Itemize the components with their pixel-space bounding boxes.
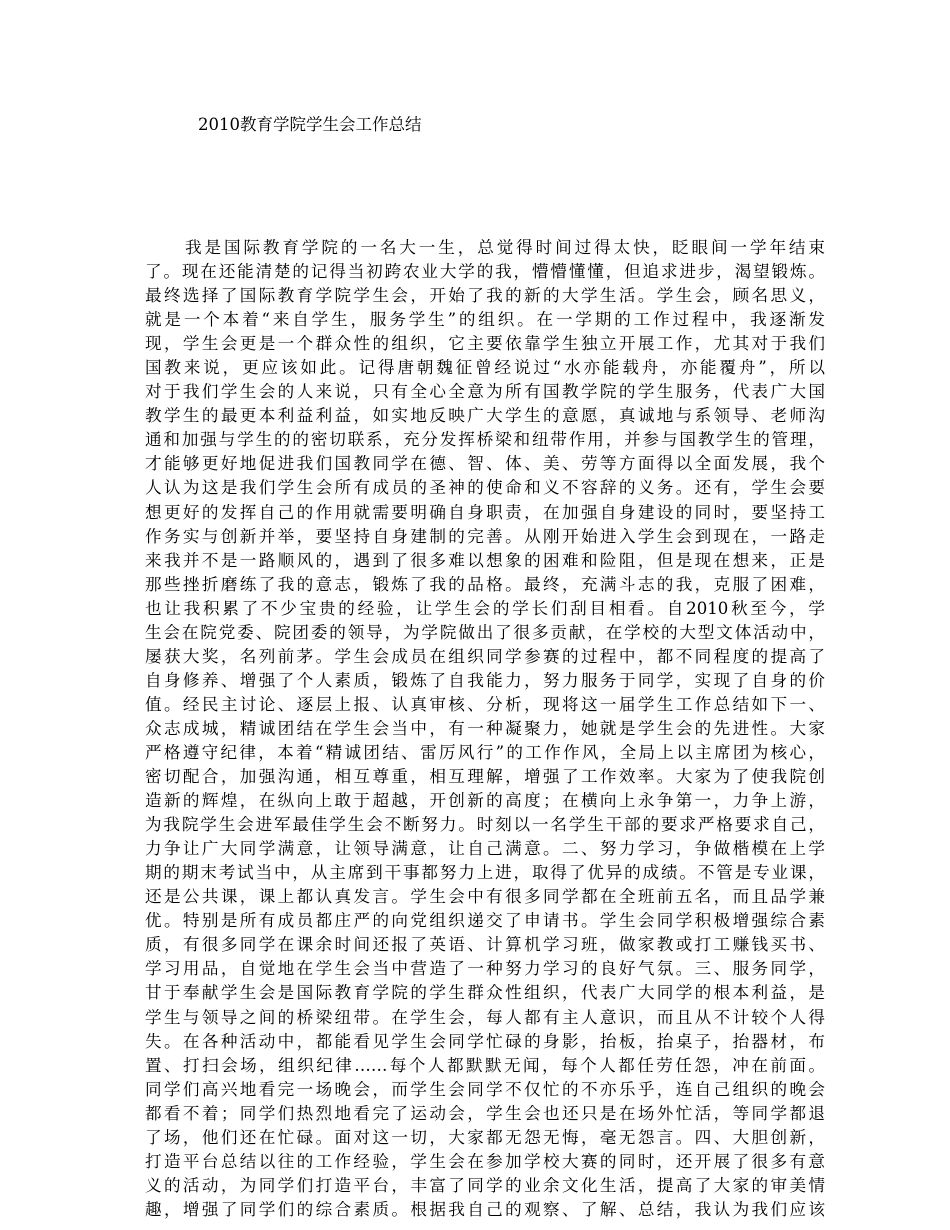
paragraph-line: 密切配合，加强沟通，相互尊重，相互理解，增强了工作效率。大家为了使我院创 <box>145 767 825 787</box>
paragraph-line: 也让我积累了不少宝贵的经验，让学生会的学长们刮目相看。自2010秋至今，学 <box>145 598 825 618</box>
paragraph-line: 我是国际教育学院的一名大一生，总觉得时间过得太快，眨眼间一学年结束 <box>185 238 825 257</box>
paragraph-line: 为我院学生会进军最佳学生会不断努力。时刻以一名学生干部的要求严格要求自己， <box>145 815 825 835</box>
paragraph-line: 现，学生会更是一个群众性的组织，它主要依靠学生独立开展工作，尤其对于我们 <box>145 334 825 354</box>
paragraph-line: 学生与领导之间的桥梁纽带。在学生会，每人都有主人意识，而且从不计较个人得 <box>145 1007 825 1027</box>
paragraph-line: 力争让广大同学满意，让领导满意，让自己满意。二、努力学习，争做楷模在上学 <box>145 839 825 859</box>
paragraph-line: 值。经民主讨论、逐层上报、认真审核、分析，现将这一届学生工作总结如下一、 <box>145 694 825 714</box>
paragraph-line: 质，有很多同学在课余时间还报了英语、计算机学习班，做家教或打工赚钱买书、 <box>145 935 825 955</box>
paragraph-line: 众志成城，精诚团结在学生会当中，有一种凝聚力，她就是学生会的先进性。大家 <box>145 718 825 738</box>
paragraph-line: 优。特别是所有成员都庄严的向党组织递交了申请书。学生会同学积极增强综合素 <box>145 911 825 931</box>
paragraph-line: 严格遵守纪律，本着“精诚团结、雷厉风行”的工作作风，全局上以主席团为核心， <box>145 742 825 762</box>
paragraph-line: 失。在各种活动中，都能看见学生会同学忙碌的身影，抬板，抬桌子，抬器材，布 <box>145 1031 825 1051</box>
paragraph-line: 人认为这是我们学生会所有成员的圣神的使命和义不容辞的义务。还有，学生会要 <box>145 478 825 498</box>
paragraph-line: 造新的辉煌，在纵向上敢于超越，开创新的高度；在横向上永争第一，力争上游， <box>145 791 825 811</box>
paragraph-line: 想更好的发挥自己的作用就需要明确自身职责，在加强自身建设的同时，要坚持工 <box>145 502 825 522</box>
document-title: 2010教育学院学生会工作总结 <box>198 115 422 134</box>
paragraph-line: 那些挫折磨练了我的意志，锻炼了我的品格。最终，充满斗志的我，克服了困难， <box>145 574 825 594</box>
paragraph-line: 作务实与创新并举，要坚持自身建制的完善。从刚开始进入学生会到现在，一路走 <box>145 526 825 546</box>
paragraph-line: 才能够更好地促进我们国教同学在德、智、体、美、劳等方面得以全面发展，我个 <box>145 454 825 474</box>
paragraph-line: 甘于奉献学生会是国际教育学院的学生群众性组织，代表广大同学的根本利益，是 <box>145 983 825 1003</box>
paragraph-line: 生会在院党委、院团委的领导，为学院做出了很多贡献，在学校的大型文体活动中， <box>145 622 825 642</box>
paragraph-line: 期的期末考试当中，从主席到干事都努力上进，取得了优异的成绩。不管是专业课， <box>145 863 825 883</box>
paragraph-line: 打造平台总结以往的工作经验，学生会在参加学校大赛的同时，还开展了很多有意 <box>145 1151 825 1171</box>
paragraph-line: 还是公共课，课上都认真发言。学生会中有很多同学都在全班前五名，而且品学兼 <box>145 887 825 907</box>
paragraph-line: 最终选择了国际教育学院学生会，开始了我的新的大学生活。学生会，顾名思义， <box>145 286 825 306</box>
paragraph-line: 学习用品，自觉地在学生会当中营造了一种努力学习的良好气氛。三、服务同学， <box>145 959 825 979</box>
paragraph-line: 趣，增强了同学们的综合素质。根据我自己的观察、了解、总结，我认为我们应该 <box>145 1199 825 1219</box>
paragraph-line: 了。现在还能清楚的记得当初跨农业大学的我，懵懵懂懂，但追求进步，渴望锻炼。 <box>145 262 825 282</box>
document-body <box>145 236 825 1222</box>
paragraph-line: 国教来说，更应该如此。记得唐朝魏征曾经说过“水亦能载舟，亦能覆舟”，所以 <box>145 358 825 378</box>
paragraph-line: 置、打扫会场，组织纪律……每个人都默默无闻，每个人都任劳任怨，冲在前面。 <box>145 1055 825 1075</box>
paragraph-line: 同学们高兴地看完一场晚会，而学生会同学不仅忙的不亦乐乎，连自己组织的晚会 <box>145 1079 825 1099</box>
paragraph-line: 来我并不是一路顺风的，遇到了很多难以想象的困难和险阻，但是现在想来，正是 <box>145 550 825 570</box>
paragraph-line: 都看不着；同学们热烈地看完了运动会，学生会也还只是在场外忙活，等同学都退 <box>145 1103 825 1123</box>
paragraph-line: 教学生的最更本利益利益，如实地反映广大学生的意愿，真诚地与系领导、老师沟 <box>145 406 825 426</box>
paragraph-line: 自身修养、增强了个人素质，锻炼了自我能力，努力服务于同学，实现了自身的价 <box>145 670 825 690</box>
paragraph-line: 通和加强与学生的的密切联系，充分发挥桥梁和纽带作用，并参与国教学生的管理， <box>145 430 825 450</box>
paragraph-line: 了场，他们还在忙碌。面对这一切，大家都无怨无悔，毫无怨言。四、大胆创新， <box>145 1127 825 1147</box>
paragraph-line: 屡获大奖，名列前茅。学生会成员在组织同学参赛的过程中，都不同程度的提高了 <box>145 646 825 666</box>
paragraph-line: 义的活动，为同学们打造平台，丰富了同学的业余文化生活，提高了大家的审美情 <box>145 1175 825 1195</box>
paragraph-line: 就是一个本着“来自学生，服务学生”的组织。在一学期的工作过程中，我逐渐发 <box>145 310 825 330</box>
paragraph-line: 对于我们学生会的人来说，只有全心全意为所有国教学院的学生服务，代表广大国 <box>145 382 825 402</box>
